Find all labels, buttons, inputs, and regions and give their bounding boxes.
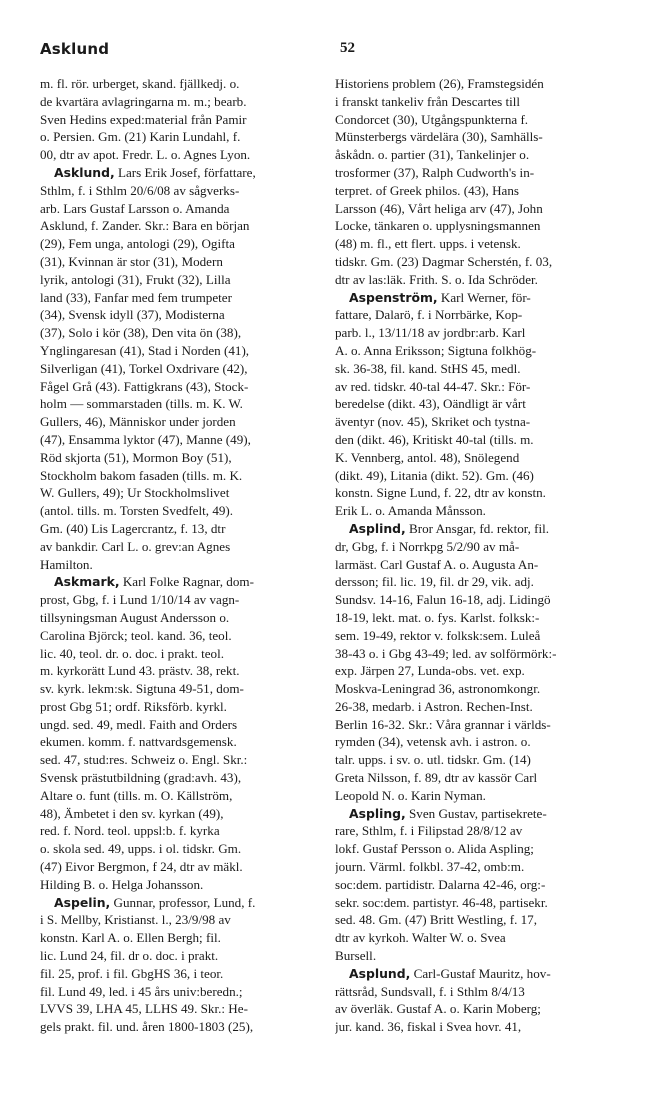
line-text: land (33), Fanfar med fem trumpeter bbox=[40, 289, 232, 305]
text-line bbox=[335, 573, 625, 591]
line-text: Gm. (40) Lis Lagercrantz, f. 13, dtr bbox=[40, 520, 226, 536]
line-text: i S. Mellby, Kristianst. l., 23/9/98 av bbox=[40, 912, 231, 928]
text-line bbox=[40, 413, 334, 431]
line-text: prost, Gbg, f. i Lund 1/10/14 av vagn- bbox=[40, 592, 240, 608]
line-text: sed. 47, stud:res. Schweiz o. Engl. Skr.: bbox=[40, 752, 248, 768]
page-number: 52 bbox=[340, 40, 355, 56]
text-line bbox=[40, 947, 334, 965]
entry-surname: Aspelin, bbox=[54, 894, 111, 910]
text-line bbox=[40, 627, 334, 645]
text-line bbox=[335, 876, 625, 894]
text-line bbox=[40, 591, 334, 609]
text-line bbox=[40, 324, 334, 342]
line-text: o. skola sed. 49, upps. i ol. tidskr. Gm. bbox=[40, 841, 242, 857]
line-text: m. kyrkorätt Lund 43. prästv. 38, rekt. bbox=[40, 663, 240, 679]
line-text: Fågel Grå (43). Fattigkrans (43), Stock- bbox=[40, 378, 249, 394]
text-line bbox=[40, 609, 334, 627]
text-line bbox=[40, 840, 334, 858]
line-text: sk. 36-38, fil. kand. StHS 45, medl. bbox=[335, 360, 521, 376]
text-line bbox=[335, 983, 625, 1001]
text-line bbox=[40, 360, 334, 378]
line-text: Röd skjorta (51), Mormon Boy (51), bbox=[40, 449, 232, 465]
line-text: sv. kyrk. lekm:sk. Sigtuna 49-51, dom- bbox=[40, 681, 244, 697]
line-text: lic. Lund 24, fil. dr o. doc. i prakt. bbox=[40, 948, 219, 964]
line-text: talr. upps. i sv. o. utl. tidskr. Gm. (14) bbox=[335, 752, 531, 768]
line-text: 38-43 o. i Gbg 43-49; led. av solförmörk:- bbox=[335, 645, 557, 661]
text-line bbox=[40, 111, 334, 129]
text-line bbox=[40, 235, 334, 253]
text-line bbox=[40, 253, 334, 271]
text-line bbox=[40, 502, 334, 520]
line-text: Svensk prästutbildning (grad:avh. 43), bbox=[40, 770, 242, 786]
line-text: fattare, Dalarö, f. i Norrbärke, Kop- bbox=[335, 307, 523, 323]
text-line bbox=[40, 128, 334, 146]
text-line bbox=[40, 911, 334, 929]
text-line bbox=[40, 217, 334, 235]
text-line bbox=[40, 93, 334, 111]
text-line bbox=[40, 556, 334, 574]
line-text: LVVS 39, LHA 45, LLHS 49. Skr.: He- bbox=[40, 1001, 248, 1017]
text-line bbox=[335, 75, 625, 93]
text-line bbox=[40, 520, 334, 538]
line-text: Karl Werner, för- bbox=[440, 289, 531, 305]
line-text: ungd. sed. 49, medl. Faith and Orders bbox=[40, 716, 238, 732]
line-text: W. Gullers, 49); Ur Stockholmslivet bbox=[40, 485, 230, 501]
text-line bbox=[335, 342, 625, 360]
line-text: larmäst. Carl Gustaf A. o. Augusta An- bbox=[335, 556, 539, 572]
line-text: rättsråd, Sundsvall, f. i Sthlm 8/4/13 bbox=[335, 983, 525, 999]
line-text: terpret. of Greek philos. (43), Hans bbox=[335, 182, 519, 198]
line-text: (48) m. fl., ett flert. upps. i vetensk. bbox=[335, 236, 521, 252]
text-line bbox=[335, 271, 625, 289]
text-line bbox=[40, 983, 334, 1001]
text-line bbox=[40, 146, 334, 164]
left-column bbox=[40, 75, 334, 1036]
line-text: Bror Ansgar, fd. rektor, fil. bbox=[409, 520, 550, 536]
line-text: Leopold N. o. Karin Nyman. bbox=[335, 787, 486, 803]
text-line bbox=[335, 645, 625, 663]
text-line bbox=[40, 733, 334, 751]
right-column bbox=[335, 75, 625, 1036]
line-text: rymden (34), vetensk avh. i astron. o. bbox=[335, 734, 531, 750]
line-text: (47), Ensamma lyktor (47), Manne (49), bbox=[40, 431, 251, 447]
line-text: Sven Gustav, partisekrete- bbox=[409, 805, 547, 821]
text-line bbox=[335, 1018, 625, 1036]
text-line bbox=[335, 306, 625, 324]
line-text: Sundsv. 14-16, Falun 16-18, adj. Lidingö bbox=[335, 592, 551, 608]
text-line bbox=[40, 787, 334, 805]
line-text: Locke, tänkaren o. upplysningsmannen bbox=[335, 218, 541, 234]
text-line bbox=[335, 182, 625, 200]
text-line bbox=[40, 822, 334, 840]
line-text: 18-19, lekt. mat. o. fys. Karlst. folksk:- bbox=[335, 609, 540, 625]
text-line bbox=[335, 733, 625, 751]
line-text: av överläk. Gustaf A. o. Karin Moberg; bbox=[335, 1001, 541, 1017]
text-line bbox=[335, 929, 625, 947]
line-text: Historiens problem (26), Framstegsidén bbox=[335, 76, 544, 91]
line-text: 48), Ämbetet i den sv. kyrkan (49), bbox=[40, 805, 224, 821]
line-text: holm — sommarstaden (tills. m. K. W. bbox=[40, 396, 243, 412]
line-text: dersson; fil. lic. 19, fil. dr 29, vik. adj. bbox=[335, 574, 534, 590]
text-line bbox=[335, 164, 625, 182]
text-line bbox=[335, 253, 625, 271]
line-text: rare, Sthlm, f. i Filipstad 28/8/12 av bbox=[335, 823, 523, 839]
line-text: Karl Folke Ragnar, dom- bbox=[122, 574, 254, 590]
text-line bbox=[335, 680, 625, 698]
page-header bbox=[40, 40, 618, 64]
line-text: (34), Svensk idyll (37), Modisterna bbox=[40, 307, 225, 323]
line-text: Silverligan (41), Torkel Oxdrivare (42), bbox=[40, 360, 248, 376]
text-line bbox=[335, 822, 625, 840]
text-line bbox=[40, 182, 334, 200]
text-line bbox=[40, 431, 334, 449]
entry-surname: Aspling, bbox=[349, 805, 406, 821]
line-text: trosformer (37), Ralph Cudworth's in- bbox=[335, 164, 535, 180]
text-line bbox=[335, 413, 625, 431]
entry-surname: Asklund, bbox=[54, 164, 115, 180]
text-line bbox=[335, 360, 625, 378]
text-line bbox=[40, 342, 334, 360]
line-text: red. f. Nord. teol. uppsl:b. f. kyrka bbox=[40, 823, 220, 839]
line-text: beredelse (dikt. 43), Oändligt är vårt bbox=[335, 396, 526, 412]
entry-heading-line bbox=[40, 573, 334, 591]
entry-surname: Askmark, bbox=[54, 574, 120, 590]
text-line bbox=[335, 111, 625, 129]
line-text: journ. Värml. folkbl. 37-42, omb:m. bbox=[335, 859, 525, 875]
line-text: Berlin 16-32. Skr.: Våra grannar i världs- bbox=[335, 716, 551, 732]
line-text: äventyr (nov. 45), Skriket och tystna- bbox=[335, 414, 531, 430]
line-text: Ynglingaresan (41), Stad i Norden (41), bbox=[40, 342, 250, 358]
text-line bbox=[335, 146, 625, 164]
text-line bbox=[40, 965, 334, 983]
text-line bbox=[335, 324, 625, 342]
line-text: lyrik, antologi (31), Frukt (32), Lilla bbox=[40, 271, 231, 287]
line-text: Sthlm, f. i Sthlm 20/6/08 av sågverks- bbox=[40, 182, 240, 198]
line-text: (antol. tills. m. Torsten Svedfelt, 49). bbox=[40, 503, 234, 519]
text-line bbox=[40, 538, 334, 556]
line-text: 00, dtr av apot. Fredr. L. o. Agnes Lyon. bbox=[40, 147, 251, 163]
running-head: Asklund bbox=[40, 40, 110, 58]
line-text: dtr av las:läk. Frith. S. o. Ida Schröder. bbox=[335, 271, 538, 287]
text-line bbox=[40, 929, 334, 947]
text-line bbox=[40, 1000, 334, 1018]
text-line bbox=[335, 1000, 625, 1018]
line-text: Carolina Björck; teol. kand. 36, teol. bbox=[40, 627, 232, 643]
line-text: K. Vennberg, antol. 48), Snölegend bbox=[335, 449, 520, 465]
text-line bbox=[40, 467, 334, 485]
line-text: Münsterbergs värdelära (30), Samhälls- bbox=[335, 129, 543, 145]
line-text: Altare o. funt (tills. m. O. Källström, bbox=[40, 787, 233, 803]
text-line bbox=[335, 894, 625, 912]
line-text: Hamilton. bbox=[40, 556, 93, 572]
line-text: exp. Järpen 27, Lunda-obs. vet. exp. bbox=[335, 663, 525, 679]
entry-heading-line bbox=[40, 164, 334, 182]
line-text: konstn. Signe Lund, f. 22, dtr av konstn. bbox=[335, 485, 546, 501]
text-line bbox=[335, 662, 625, 680]
line-text: i franskt tankeliv från Descartes till bbox=[335, 93, 521, 109]
line-text: den (dikt. 46), Kritiskt 40-tal (tills. m. bbox=[335, 431, 534, 447]
line-text: Carl-Gustaf Mauritz, hov- bbox=[413, 965, 551, 981]
line-text: Asklund, f. Zander. Skr.: Bara en början bbox=[40, 218, 250, 234]
line-text: prost Gbg 51; ordf. Riksförb. kyrkl. bbox=[40, 698, 227, 714]
text-line bbox=[40, 289, 334, 307]
line-text: soc:dem. partidistr. Dalarna 42-46, org:- bbox=[335, 876, 546, 892]
line-text: lic. 40, teol. dr. o. doc. i prakt. teol. bbox=[40, 645, 225, 661]
line-text: m. fl. rör. urberget, skand. fjällkedj. o. bbox=[40, 76, 240, 91]
text-line bbox=[335, 200, 625, 218]
text-line bbox=[335, 538, 625, 556]
text-line bbox=[40, 306, 334, 324]
line-text: parb. l., 13/11/18 av jordbr:arb. Karl bbox=[335, 325, 526, 341]
text-line bbox=[335, 609, 625, 627]
line-text: (37), Solo i kör (38), Den vita ön (38), bbox=[40, 325, 242, 341]
text-line bbox=[40, 805, 334, 823]
text-line bbox=[335, 217, 625, 235]
text-line bbox=[335, 858, 625, 876]
line-text: Gullers, 46), Människor under jorden bbox=[40, 414, 236, 430]
line-text: sem. 19-49, rektor v. folksk:sem. Luleå bbox=[335, 627, 541, 643]
text-line bbox=[335, 235, 625, 253]
line-text: av bankdir. Carl L. o. grev:an Agnes bbox=[40, 538, 231, 554]
line-text: jur. kand. 36, fiskal i Svea hovr. 41, bbox=[335, 1019, 522, 1035]
text-line bbox=[335, 128, 625, 146]
line-text: Lars Erik Josef, författare, bbox=[117, 164, 256, 180]
line-text: Stockholm bakom fasaden (tills. m. K. bbox=[40, 467, 243, 483]
line-text: åskådn. o. partier (31), Tankelinjer o. bbox=[335, 147, 530, 163]
text-line bbox=[335, 378, 625, 396]
text-line bbox=[40, 75, 334, 93]
entry-surname: Asplund, bbox=[349, 965, 411, 981]
line-text: konstn. Karl A. o. Ellen Bergh; fil. bbox=[40, 930, 221, 946]
line-text: Moskva-Leningrad 36, astronomkongr. bbox=[335, 681, 541, 697]
line-text: (47) Eivor Bergmon, f 24, dtr av mäkl. bbox=[40, 859, 243, 875]
text-line bbox=[335, 787, 625, 805]
line-text: (31), Kvinnan är stor (31), Modern bbox=[40, 253, 223, 269]
line-text: Condorcet (30), Utgångspunkterna f. bbox=[335, 111, 529, 127]
text-line bbox=[335, 395, 625, 413]
entry-heading-line bbox=[335, 805, 625, 823]
line-text: ekumen. komm. f. nattvardsgemensk. bbox=[40, 734, 237, 750]
entry-surname: Asplind, bbox=[349, 520, 406, 536]
text-line bbox=[40, 1018, 334, 1036]
text-line bbox=[40, 769, 334, 787]
text-line bbox=[335, 556, 625, 574]
text-line bbox=[335, 467, 625, 485]
text-line bbox=[335, 698, 625, 716]
entry-surname: Aspenström, bbox=[349, 289, 438, 305]
text-line bbox=[335, 840, 625, 858]
line-text: sed. 48. Gm. (47) Britt Westling, f. 17, bbox=[335, 912, 538, 928]
text-line bbox=[335, 93, 625, 111]
line-text: arb. Lars Gustaf Larsson o. Amanda bbox=[40, 200, 230, 216]
entry-heading-line bbox=[40, 894, 334, 912]
text-line bbox=[335, 502, 625, 520]
text-line bbox=[40, 378, 334, 396]
text-line bbox=[40, 395, 334, 413]
line-text: (29), Fem unga, antologi (29), Ogifta bbox=[40, 236, 235, 252]
text-line bbox=[335, 431, 625, 449]
line-text: A. o. Anna Eriksson; Sigtuna folkhög- bbox=[335, 342, 537, 358]
line-text: Larsson (46), Vårt heliga arv (47), John bbox=[335, 200, 543, 216]
text-line bbox=[40, 645, 334, 663]
text-line bbox=[40, 716, 334, 734]
text-line bbox=[40, 271, 334, 289]
text-line bbox=[40, 680, 334, 698]
text-line bbox=[335, 484, 625, 502]
text-line bbox=[40, 484, 334, 502]
text-line bbox=[40, 662, 334, 680]
text-line bbox=[335, 716, 625, 734]
text-line bbox=[40, 449, 334, 467]
line-text: gels prakt. fil. und. åren 1800-1803 (25), bbox=[40, 1019, 254, 1035]
line-text: sekr. soc:dem. partistyr. 46-48, partisekr. bbox=[335, 894, 548, 910]
text-line bbox=[335, 449, 625, 467]
line-text: o. Persien. Gm. (21) Karin Lundahl, f. bbox=[40, 129, 241, 145]
line-text: Hilding B. o. Helga Johansson. bbox=[40, 876, 204, 892]
line-text: lokf. Gustaf Persson o. Alida Aspling; bbox=[335, 841, 534, 857]
text-line bbox=[335, 947, 625, 965]
text-line bbox=[40, 858, 334, 876]
line-text: Sven Hedins exped:material från Pamir bbox=[40, 111, 247, 127]
line-text: fil. 25, prof. i fil. GbgHS 36, i teor. bbox=[40, 965, 224, 981]
text-line bbox=[40, 876, 334, 894]
line-text: (dikt. 49), Litania (dikt. 52). Gm. (46) bbox=[335, 467, 534, 483]
text-line bbox=[40, 200, 334, 218]
line-text: tidskr. Gm. (23) Dagmar Scherstén, f. 03, bbox=[335, 253, 553, 269]
line-text: Erik L. o. Amanda Månsson. bbox=[335, 503, 486, 519]
entry-heading-line bbox=[335, 520, 625, 538]
text-line bbox=[335, 751, 625, 769]
entry-heading-line bbox=[335, 965, 625, 983]
entry-heading-line bbox=[335, 289, 625, 307]
line-text: dr, Gbg, f. i Norrkpg 5/2/90 av må- bbox=[335, 538, 520, 554]
text-line bbox=[335, 627, 625, 645]
line-text: de kvartära avlagringarna m. m.; bearb. bbox=[40, 93, 247, 109]
line-text: tillsyningsman August Andersson o. bbox=[40, 609, 230, 625]
line-text: 26-38, medarb. i Astron. Rechen-Inst. bbox=[335, 698, 533, 714]
line-text: Gunnar, professor, Lund, f. bbox=[113, 894, 256, 910]
line-text: dtr av kyrkoh. Walter W. o. Svea bbox=[335, 930, 506, 946]
line-text: fil. Lund 49, led. i 45 års univ:beredn.; bbox=[40, 983, 243, 999]
line-text: Bursell. bbox=[335, 948, 377, 964]
line-text: Greta Nilsson, f. 89, dtr av kassör Carl bbox=[335, 770, 538, 786]
text-line bbox=[40, 751, 334, 769]
line-text: av red. tidskr. 40-tal 44-47. Skr.: För- bbox=[335, 378, 531, 394]
text-line bbox=[335, 769, 625, 787]
text-line bbox=[40, 698, 334, 716]
text-line bbox=[335, 911, 625, 929]
text-line bbox=[335, 591, 625, 609]
